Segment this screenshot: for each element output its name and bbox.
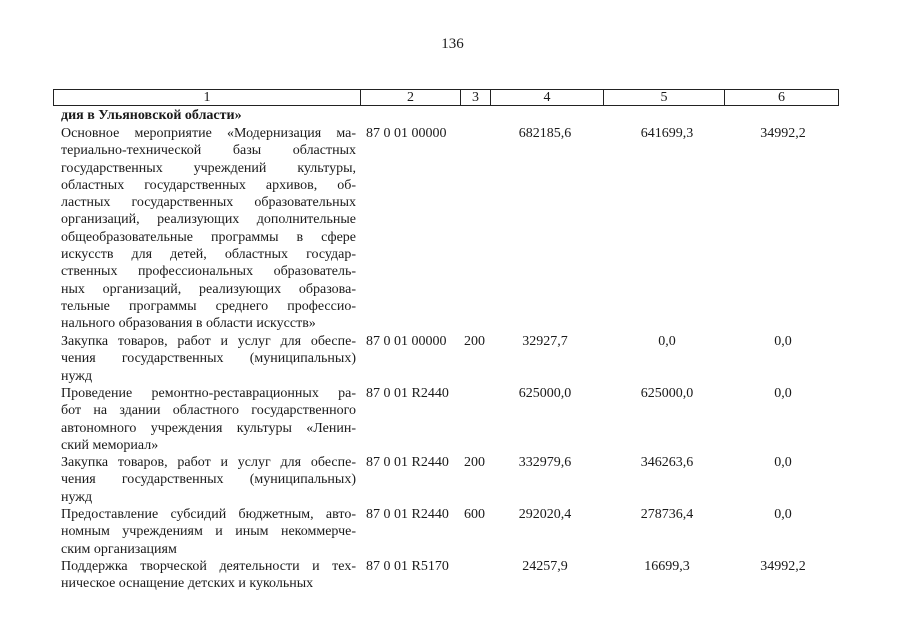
amount-col-6: 0,0: [774, 507, 792, 522]
expense-type: 600: [464, 507, 485, 522]
amount-col-6: 34992,2: [760, 559, 806, 574]
description-line: бот на здании областного государственного: [61, 403, 356, 419]
description-line: Поддержка творческой деятельности и тех-: [61, 559, 356, 574]
amount-col-4: 292020,4: [518, 507, 572, 522]
table-header-row: [53, 89, 839, 106]
header-col-5: 5: [603, 90, 724, 105]
description-line: нужд: [61, 368, 93, 384]
description-line: ский мемориал»: [61, 437, 159, 453]
amount-col-5: 641699,3: [640, 126, 694, 141]
description-line: областных государственных архивов, об-: [61, 177, 356, 193]
target-code: 87 0 01 R2440: [366, 386, 449, 401]
amount-col-5: 278736,4: [640, 507, 694, 522]
description-line: Закупка товаров, работ и услуг для обеспе-: [61, 455, 356, 470]
description-line: чения государственных (муниципальных): [61, 351, 356, 367]
amount-col-6: 0,0: [774, 455, 792, 470]
amount-col-4: 332979,6: [518, 455, 572, 470]
header-col-3: 3: [460, 90, 490, 105]
amount-col-5: 16699,3: [644, 559, 690, 574]
description-line: номным учреждениям и иным некоммерче-: [61, 524, 356, 540]
description-line: общеобразовательные программы в сфере: [61, 229, 356, 245]
description-line: тельные программы среднего профессио-: [61, 298, 356, 314]
description-line: государственных учреждений культуры,: [61, 160, 356, 176]
amount-col-6: 34992,2: [760, 126, 806, 141]
amount-col-5: 0,0: [658, 334, 676, 349]
target-code: 87 0 01 R5170: [366, 559, 449, 574]
description-line: Основное мероприятие «Модернизация ма-: [61, 126, 356, 141]
description-line: организаций, реализующих дополнительные: [61, 212, 356, 228]
row-description: [61, 125, 356, 333]
description-line: чения государственных (муниципальных): [61, 472, 356, 488]
description-line: ническое оснащение детских и кукольных: [61, 576, 314, 592]
description-line: Предоставление субсидий бюджетным, авто-: [61, 507, 356, 522]
row-description: [61, 454, 356, 506]
amount-col-5: 346263,6: [640, 455, 694, 470]
row-description: [61, 506, 356, 558]
target-code: 87 0 01 R2440: [366, 507, 449, 522]
amount-col-5: 625000,0: [640, 386, 694, 401]
target-code: 87 0 01 00000: [366, 126, 447, 141]
target-code: 87 0 01 00000: [366, 334, 447, 349]
header-col-6: 6: [724, 90, 838, 105]
header-col-4: 4: [490, 90, 603, 105]
expense-type: 200: [464, 455, 485, 470]
page-number: 136: [441, 36, 464, 52]
expense-type: 200: [464, 334, 485, 349]
amount-col-4: 682185,6: [518, 126, 572, 141]
amount-col-6: 0,0: [774, 386, 792, 401]
description-line: нального образования в области искусств»: [61, 316, 316, 332]
amount-col-4: 24257,9: [522, 559, 568, 574]
amount-col-4: 32927,7: [522, 334, 568, 349]
description-line: ственных профессиональных образователь-: [61, 264, 356, 280]
description-line: искусств для детей, областных государ-: [61, 247, 356, 263]
target-code: 87 0 01 R2440: [366, 455, 449, 470]
description-line: Проведение ремонтно-реставрационных ра-: [61, 386, 356, 401]
description-line: ским организациям: [61, 541, 177, 557]
description-line: нужд: [61, 489, 93, 505]
description-line: ластных государственных образовательных: [61, 195, 356, 211]
row-description: [61, 558, 356, 593]
row-description: [61, 385, 356, 454]
description-line: Закупка товаров, работ и услуг для обеспе-: [61, 334, 356, 349]
description-line: териально-технической базы областных: [61, 143, 356, 159]
row-description: [61, 333, 356, 385]
section-title: дия в Ульяновской области»: [61, 108, 242, 123]
description-line: автономного учреждения культуры «Ленин-: [61, 420, 356, 436]
header-col-2: 2: [360, 90, 460, 105]
header-col-1: 1: [203, 90, 211, 105]
amount-col-6: 0,0: [774, 334, 792, 349]
amount-col-4: 625000,0: [518, 386, 572, 401]
description-line: ных организаций, реализующих образова-: [61, 281, 356, 297]
